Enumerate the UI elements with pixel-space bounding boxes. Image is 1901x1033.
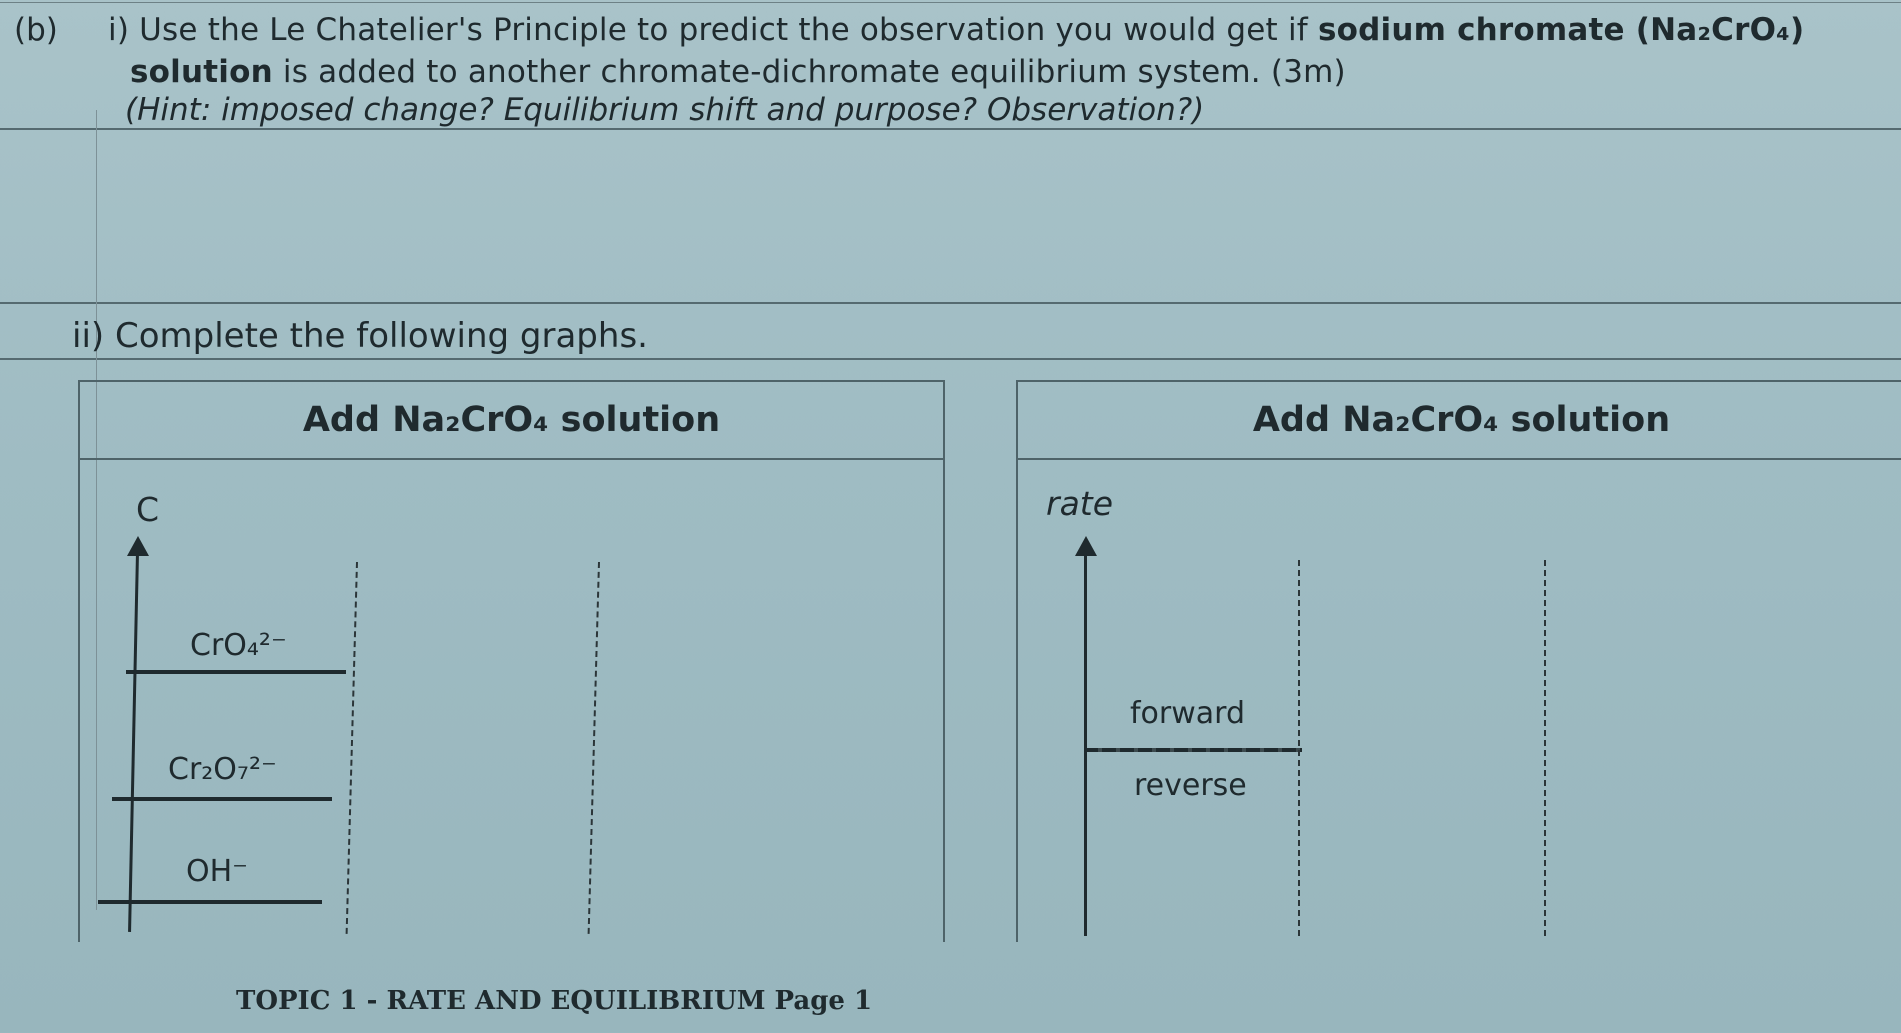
time-marker-line (1544, 560, 1546, 936)
part-label: (b) (14, 12, 58, 48)
rate-axis-label: rate (1046, 484, 1114, 523)
question-line1: Use the Le Chatelier's Principle to predict the observation you would get if (139, 12, 1318, 48)
concentration-axis-label: C (136, 490, 160, 529)
forward-label: forward (1130, 696, 1246, 731)
ruled-line (0, 358, 1901, 360)
ruled-line (0, 2, 1901, 3)
level-chromate (126, 670, 346, 674)
rate-axis (1084, 552, 1087, 936)
graph-right-header: Add Na₂CrO₄ solution (1018, 382, 1901, 460)
time-marker-line (1298, 560, 1300, 936)
sub-i-label: i) (108, 12, 130, 48)
level-hydroxide (98, 900, 322, 904)
graph-right-box (1016, 380, 1901, 942)
sub-ii-text: Complete the following graphs. (114, 316, 648, 356)
sub-ii-label: ii) (72, 316, 105, 356)
hint-text: (Hint: imposed change? Equilibrium shift and purpose? Observation?) (125, 92, 1205, 128)
page-footer: TOPIC 1 - RATE AND EQUILIBRIUM Page 1 (236, 986, 873, 1016)
species-hydroxide: OH⁻ (186, 854, 249, 889)
question-line2-rest: is added to another chromate-dichromate equilibrium system. (3m) (272, 54, 1346, 90)
level-dichromate (112, 797, 332, 801)
question-line2-bold: solution (130, 54, 273, 90)
sub-question-i (108, 10, 1898, 50)
species-chromate: CrO₄²⁻ (190, 628, 287, 663)
species-dichromate: Cr₂O₇²⁻ (168, 752, 277, 787)
level-forward-reverse (1084, 748, 1302, 752)
graph-left-header: Add Na₂CrO₄ solution (80, 382, 943, 460)
ruled-line (0, 302, 1901, 304)
question-line2 (130, 52, 1346, 92)
ruled-line (0, 128, 1901, 130)
reverse-label: reverse (1134, 768, 1247, 803)
sub-question-ii (72, 316, 648, 356)
question-line1-bold: sodium chromate (Na₂CrO₄) (1317, 12, 1805, 48)
